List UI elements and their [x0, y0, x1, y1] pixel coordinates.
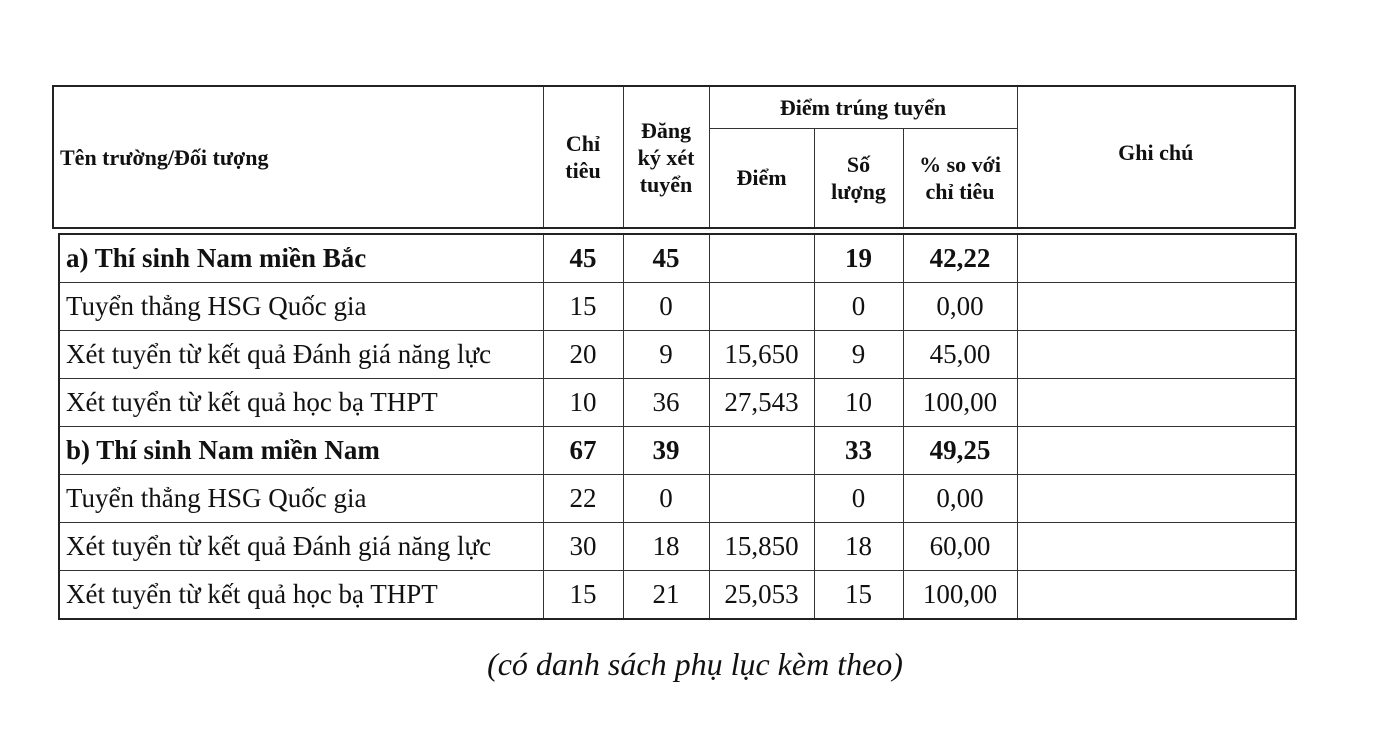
table-body	[58, 233, 1297, 620]
cell-registered: 36	[623, 379, 709, 427]
cell-quota: 20	[543, 331, 623, 379]
cell-registered: 0	[623, 283, 709, 331]
table-row	[59, 379, 1296, 427]
table-row	[59, 523, 1296, 571]
cell-percent: 60,00	[903, 523, 1017, 571]
cell-note	[1017, 331, 1296, 379]
cell-name: Xét tuyển từ kết quả Đánh giá năng lực	[59, 523, 543, 571]
cell-quota: 22	[543, 475, 623, 523]
cell-registered: 39	[623, 427, 709, 475]
cell-name: Tuyển thẳng HSG Quốc gia	[59, 283, 543, 331]
cell-score: 27,543	[709, 379, 814, 427]
cell-percent: 49,25	[903, 427, 1017, 475]
cell-score	[709, 283, 814, 331]
cell-registered: 45	[623, 234, 709, 283]
cell-score: 25,053	[709, 571, 814, 620]
header-note: Ghi chú	[1017, 86, 1295, 228]
cell-name: a) Thí sinh Nam miền Bắc	[59, 234, 543, 283]
header-name: Tên trường/Đối tượng	[53, 86, 543, 228]
cell-count: 0	[814, 475, 903, 523]
cell-quota: 30	[543, 523, 623, 571]
cell-score: 15,850	[709, 523, 814, 571]
cell-count: 10	[814, 379, 903, 427]
cell-registered: 18	[623, 523, 709, 571]
cell-percent: 100,00	[903, 379, 1017, 427]
cell-note	[1017, 234, 1296, 283]
group-row	[59, 427, 1296, 475]
cell-note	[1017, 283, 1296, 331]
cell-quota: 67	[543, 427, 623, 475]
cell-percent: 45,00	[903, 331, 1017, 379]
cell-note	[1017, 379, 1296, 427]
cell-count: 33	[814, 427, 903, 475]
header-score: Điểm	[709, 128, 814, 228]
cell-note	[1017, 427, 1296, 475]
cell-percent: 42,22	[903, 234, 1017, 283]
cell-registered: 21	[623, 571, 709, 620]
table-row	[59, 331, 1296, 379]
cell-note	[1017, 523, 1296, 571]
cell-percent: 100,00	[903, 571, 1017, 620]
cell-count: 18	[814, 523, 903, 571]
cell-quota: 15	[543, 571, 623, 620]
header-count: Số lượng	[814, 128, 903, 228]
cell-count: 0	[814, 283, 903, 331]
header-quota: Chỉ tiêu	[543, 86, 623, 228]
header-admission-group: Điểm trúng tuyển	[709, 86, 1017, 128]
cell-count: 15	[814, 571, 903, 620]
cell-quota: 45	[543, 234, 623, 283]
header-registered: Đăng ký xét tuyển	[623, 86, 709, 228]
cell-note	[1017, 475, 1296, 523]
cell-registered: 9	[623, 331, 709, 379]
cell-score	[709, 475, 814, 523]
cell-score	[709, 234, 814, 283]
cell-percent: 0,00	[903, 475, 1017, 523]
group-row	[59, 234, 1296, 283]
cell-registered: 0	[623, 475, 709, 523]
cell-note	[1017, 571, 1296, 620]
cell-name: Xét tuyển từ kết quả học bạ THPT	[59, 571, 543, 620]
cell-name: Tuyển thẳng HSG Quốc gia	[59, 475, 543, 523]
table-row	[59, 283, 1296, 331]
cell-quota: 15	[543, 283, 623, 331]
cell-count: 9	[814, 331, 903, 379]
cell-name: Xét tuyển từ kết quả Đánh giá năng lực	[59, 331, 543, 379]
table-row	[59, 475, 1296, 523]
cell-percent: 0,00	[903, 283, 1017, 331]
cell-score	[709, 427, 814, 475]
cell-quota: 10	[543, 379, 623, 427]
header-percent: % so với chỉ tiêu	[903, 128, 1017, 228]
cell-name: Xét tuyển từ kết quả học bạ THPT	[59, 379, 543, 427]
cell-score: 15,650	[709, 331, 814, 379]
footer-note: (có danh sách phụ lục kèm theo)	[487, 646, 903, 682]
table-row	[59, 571, 1296, 620]
cell-count: 19	[814, 234, 903, 283]
cell-name: b) Thí sinh Nam miền Nam	[59, 427, 543, 475]
table-header	[52, 85, 1296, 229]
